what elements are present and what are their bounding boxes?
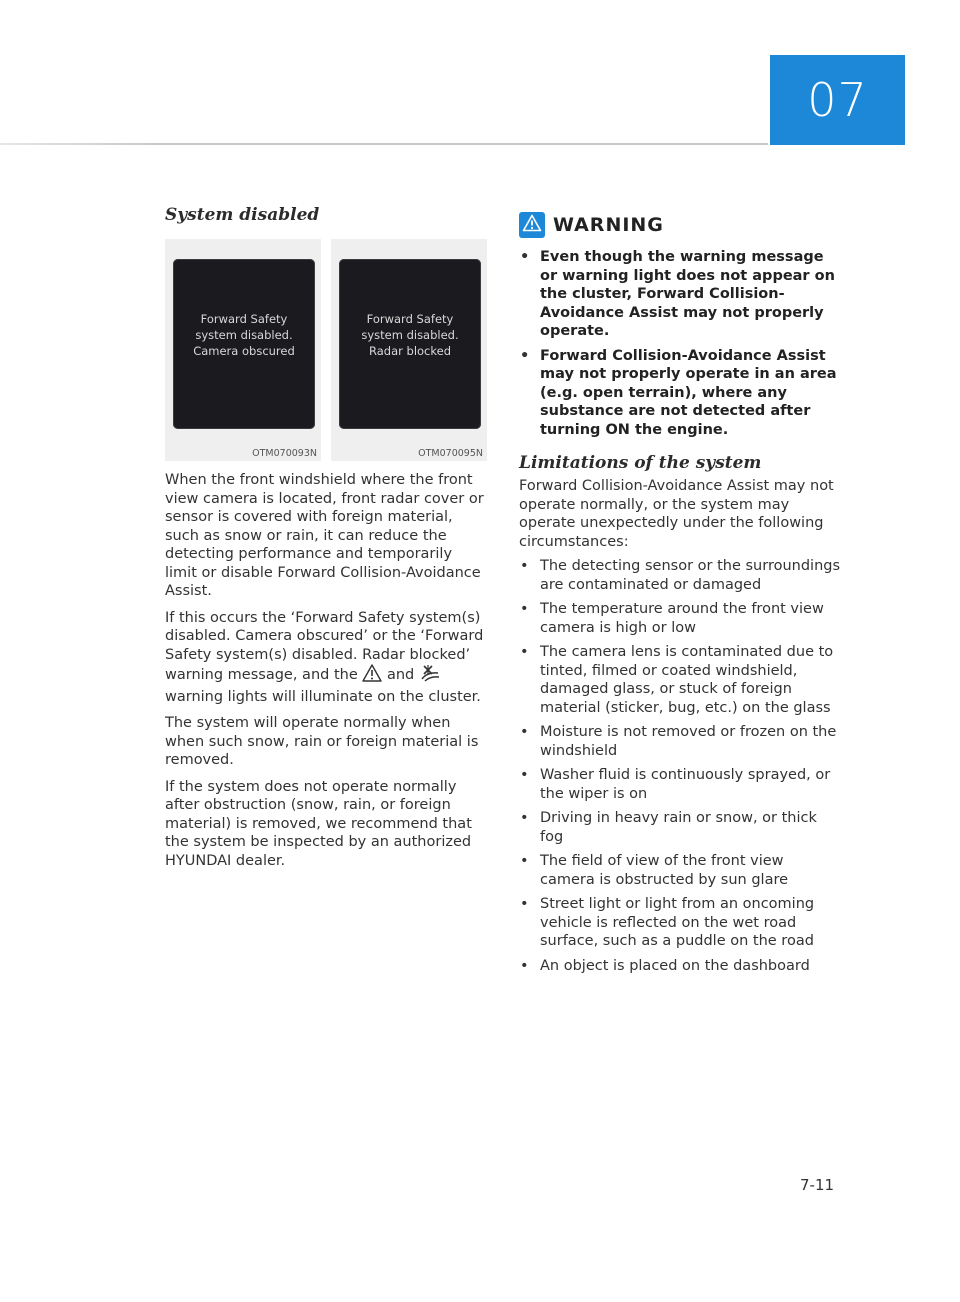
- warning-badge: [519, 212, 545, 238]
- limitations-list: [519, 557, 841, 975]
- figure-camera-obscured: [165, 239, 321, 461]
- paragraph: If the system does not operate normally after obstruction (snow, rain, or foreign material) is removed, we recommend that the system be inspected by an authorized HYUNDAI dealer.: [165, 778, 472, 869]
- paragraph: When the front windshield where the front view camera is located, front radar cover or sensor is covered with foreign material, such as snow or rain, it can reduce the detecting performance and temporarily limit or disable Forward Collision-Avoidance Assist.: [165, 472, 484, 599]
- warning-list: [519, 248, 841, 439]
- list-item: • Driving in heavy rain or snow, or thick fog: [519, 809, 841, 846]
- figure-radar-blocked: [331, 239, 487, 461]
- list-item: • The camera lens is contaminated due to tinted, filmed or coated windshield, damaged glass, or stuck of foreign material (sticker, bug, etc.) on the glass: [519, 643, 841, 717]
- list-item: • An object is placed on the dashboard: [519, 957, 841, 976]
- cluster-message: Forward Safety system disabled. Camera obscured: [193, 312, 295, 358]
- warning-triangle-icon: [522, 214, 542, 236]
- paragraph: The system will operate normally when when such snow, rain or foreign material is removed.: [165, 715, 479, 768]
- right-column: [519, 212, 841, 981]
- list-item: • Washer fluid is continuously sprayed, or the wiper is on: [519, 766, 841, 803]
- list-item: • The detecting sensor or the surroundings are contaminated or damaged: [519, 557, 841, 594]
- cluster-screen: [339, 259, 481, 429]
- paragraph-warning-lights: [165, 609, 487, 707]
- warning-triangle-icon: [362, 664, 382, 688]
- page-number: 7-11: [800, 1176, 835, 1194]
- list-item: • Moisture is not removed or frozen on the windshield: [519, 723, 841, 760]
- fca-warning-light-icon: [419, 664, 441, 688]
- text: and: [386, 667, 415, 683]
- list-item: • Street light or light from an oncoming vehicle is reflected on the wet road surface, such as a puddle on the road: [519, 895, 841, 951]
- warning-title: WARNING: [553, 214, 664, 236]
- figure-code: OTM070095N: [418, 448, 483, 459]
- left-column: [165, 205, 487, 870]
- limitations-heading: Limitations of the system: [519, 453, 762, 473]
- header-rule: [0, 143, 768, 145]
- text: If this occurs the ‘Forward Safety system(s) disabled. Camera obscured’ or the ‘Forward Safety system(s) disabled. Radar blocked’ warning message, and the: [165, 609, 484, 683]
- figure-code: OTM070093N: [252, 448, 317, 459]
- list-item: • The field of view of the front view camera is obstructed by sun glare: [519, 852, 841, 889]
- chapter-tab: 07: [770, 55, 905, 145]
- figure-row: [165, 239, 487, 461]
- section-heading: System disabled: [165, 205, 320, 225]
- list-item: • The temperature around the front view camera is high or low: [519, 600, 841, 637]
- limitations-intro: Forward Collision-Avoidance Assist may not operate normally, or the system may operate unexpectedly under the following circumstances:: [519, 478, 834, 550]
- warning-header: [519, 212, 841, 238]
- text: warning lights will illuminate on the cluster.: [165, 688, 481, 705]
- list-item: • Even though the warning message or warning light does not appear on the cluster, Forward Collision-Avoidance Assist may not properly operate.: [519, 248, 841, 341]
- cluster-message: Forward Safety system disabled. Radar blocked: [361, 312, 459, 358]
- list-item: • Forward Collision-Avoidance Assist may not properly operate in an area (e.g. open terrain), where any substance are not detected after turning ON the engine.: [519, 347, 841, 440]
- cluster-screen: [173, 259, 315, 429]
